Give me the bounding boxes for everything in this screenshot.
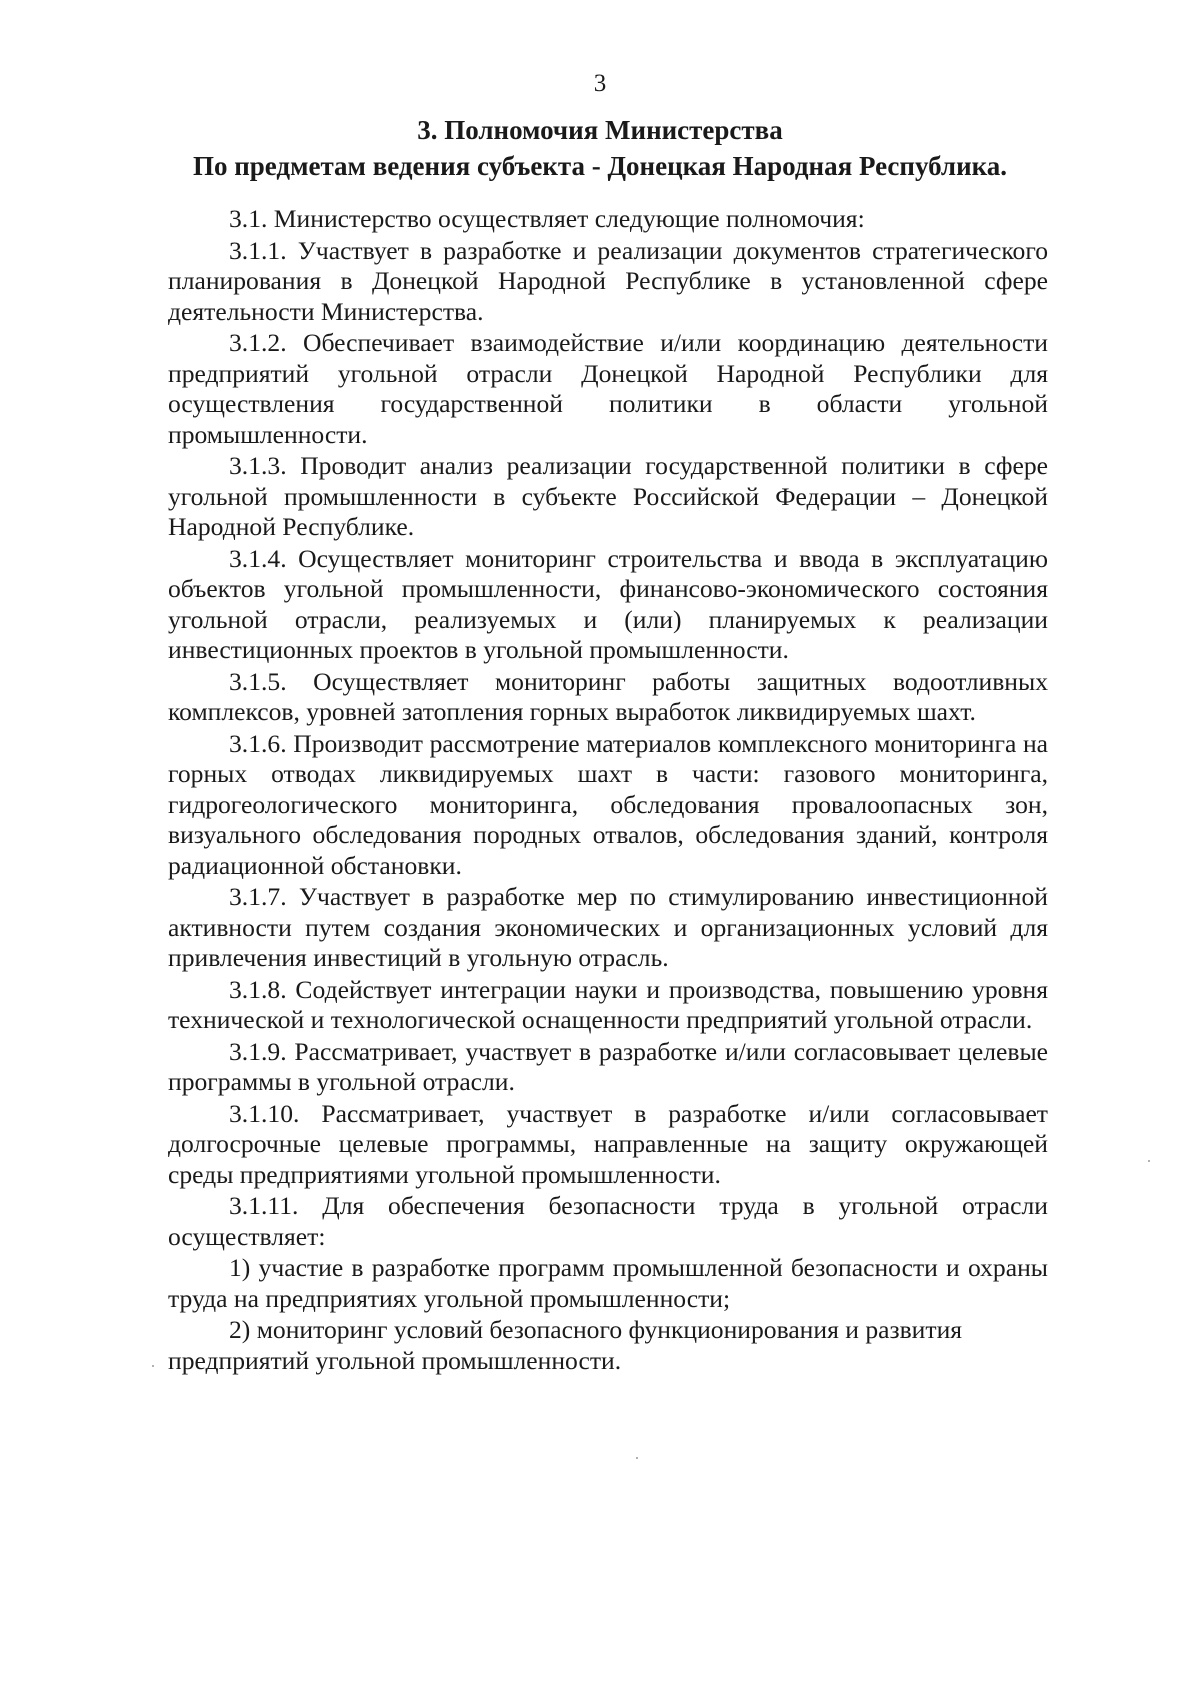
paragraph-3-1-6: 3.1.6. Производит рассмотрение материалов комплексного мониторинга на горных отводах ликвидируемых шахт в части: газового мониторинга, гидрогеологического мониторинга, обследования провалоопасных зон, визуального обследования породных отвалов, обследования зданий, контроля радиационной обстановки. [168, 728, 1048, 880]
paragraph-3-1-7: 3.1.7. Участвует в разработке мер по стимулированию инвестиционной активности путем создания экономических и организационных условий для привлечения инвестиций в угольную отрасль. [168, 882, 1048, 972]
paragraph-3-1-3: 3.1.3. Проводит анализ реализации государственной политики в сфере угольной промышленности в субъекте Российской Федерации – Донецкой Народной Республике. [168, 451, 1048, 541]
section-title: 3. Полномочия Министерства [417, 115, 783, 145]
paragraph-3-1-8: 3.1.8. Содействует интеграции науки и производства, повышению уровня технической и технологической оснащенности предприятий угольной отрасли. [168, 974, 1048, 1034]
document-body [168, 204, 1048, 1377]
paragraph-3-1-1: 3.1.1. Участвует в разработке и реализации документов стратегического планирования в Донецкой Народной Республике в установленной сфере деятельности Министерства. [168, 235, 1048, 326]
section-subtitle: По предметам ведения субъекта - Донецкая Народная Республика. [192, 151, 1008, 181]
paragraph-3-1-5: 3.1.5. Осуществляет мониторинг работы защитных водоотливных комплексов, уровней затопления горных выработок ликвидируемых шахт. [168, 666, 1048, 726]
paragraph-3-1-10: 3.1.10. Рассматривает, участвует в разработке и/или согласовывает долгосрочные целевые программы, направленные на защиту окружающей среды предприятиями угольной промышленности. [168, 1098, 1048, 1189]
section-heading [150, 112, 1050, 184]
list-item-2: 2) мониторинг условий безопасного функционирования и развития предприятий угольной промышленности. [168, 1315, 963, 1375]
scan-speck [152, 1365, 154, 1367]
paragraph-3-1-11: 3.1.11. Для обеспечения безопасности труда в угольной отрасли осуществляет: [168, 1191, 1048, 1251]
list-item-1: 1) участие в разработке программ промышленной безопасности и охраны труда на предприятиях угольной промышленности; [168, 1253, 1048, 1313]
page-number: 3 [593, 70, 607, 97]
paragraph-3-1-9: 3.1.9. Рассматривает, участвует в разработке и/или согласовывает целевые программы в угольной отрасли. [168, 1036, 1048, 1096]
scan-speck [636, 1457, 638, 1459]
paragraph-3-1-2: 3.1.2. Обеспечивает взаимодействие и/или координацию деятельности предприятий угольной отрасли Донецкой Народной Республики для осуществления государственной политики в области угольной промышленности. [168, 328, 1048, 449]
scan-speck [1148, 1160, 1150, 1162]
paragraph-3-1: 3.1. Министерство осуществляет следующие полномочия: [229, 204, 865, 233]
paragraph-3-1-4: 3.1.4. Осуществляет мониторинг строительства и ввода в эксплуатацию объектов угольной промышленности, финансово-экономического состояния угольной отрасли, реализуемых и (или) планируемых к реализации инвестиционных проектов в угольной промышленности. [168, 543, 1048, 664]
